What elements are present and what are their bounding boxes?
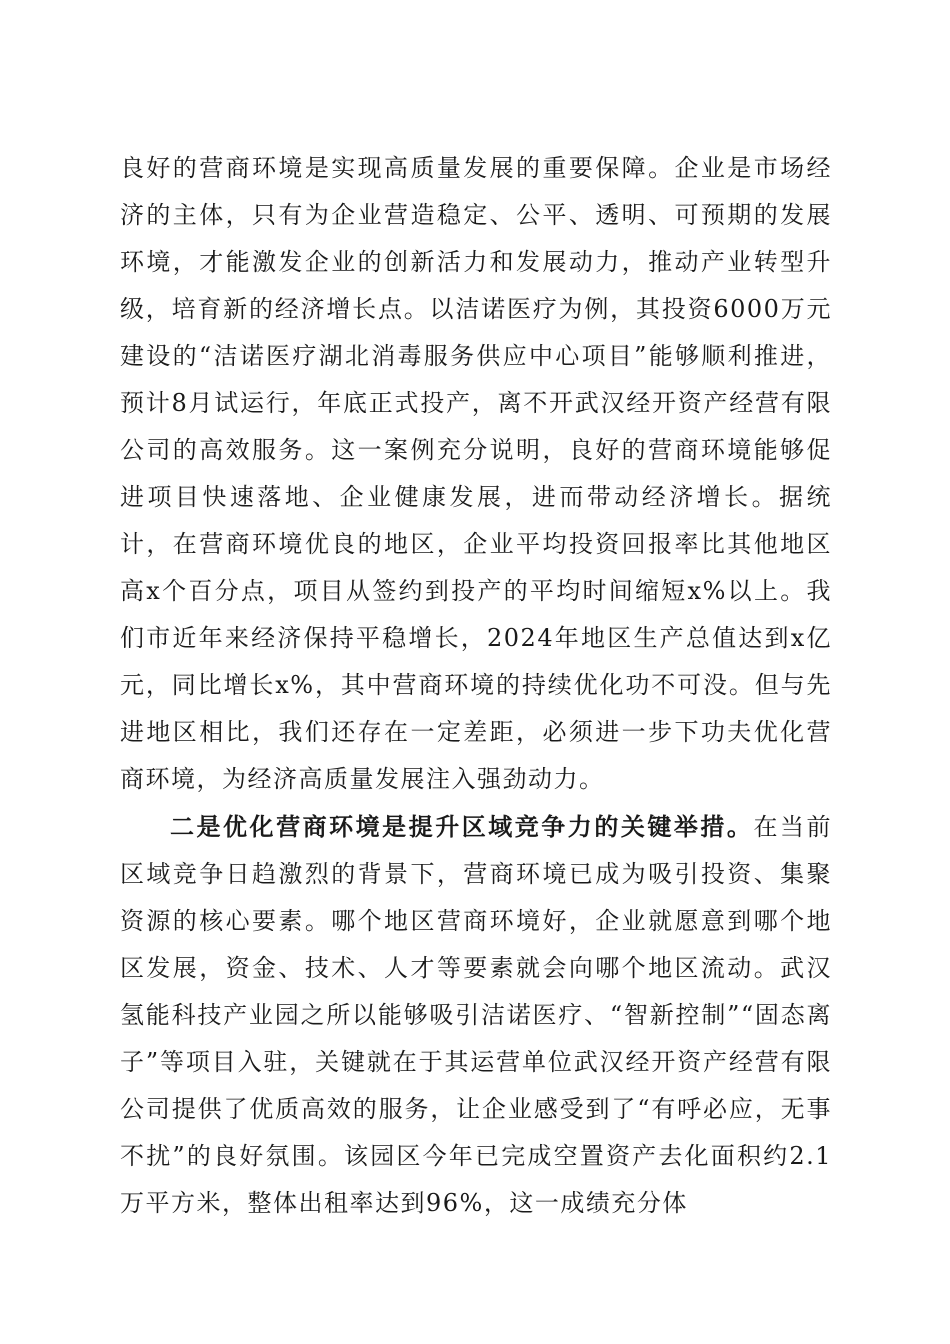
paragraph-2-body: 在当前区域竞争日趋激烈的背景下，营商环境已成为吸引投资、集聚资源的核心要素。哪个地区营商环境好，企业就愿意到哪个地区发展，资金、技术、人才等要素就会向哪个地区流动。武汉氢能科技产业园之所以能够吸引洁诺医疗、“智新控制”“固态离子”等项目入驻，关键就在于其运营单位武汉经开资产经营有限公司提供了优质高效的服务，让企业感受到了“有呼必应，无事不扰”的良好氛围。该园区今年已完成空置资产去化面积约2.1万平方米，整体出租率达到96%，这一成绩充分体 bbox=[120, 813, 833, 1217]
document-body bbox=[120, 145, 832, 1227]
paragraph-2-lead: 二是优化营商环境是提升区域竞争力的关键举措。 bbox=[170, 812, 754, 841]
paragraph-2 bbox=[120, 803, 832, 1227]
paragraph-1: 良好的营商环境是实现高质量发展的重要保障。企业是市场经济的主体，只有为企业营造稳定、公平、透明、可预期的发展环境，才能激发企业的创新活力和发展动力，推动产业转型升级，培育新的经济增长点。以洁诺医疗为例，其投资6000万元建设的“洁诺医疗湖北消毒服务供应中心项目”能够顺利推进，预计8月试运行，年底正式投产，离不开武汉经开资产经营有限公司的高效服务。这一案例充分说明，良好的营商环境能够促进项目快速落地、企业健康发展，进而带动经济增长。据统计，在营商环境优良的地区，企业平均投资回报率比其他地区高x个百分点，项目从签约到投产的平均时间缩短x%以上。我们市近年来经济保持平稳增长，2024年地区生产总值达到x亿元，同比增长x%，其中营商环境的持续优化功不可没。但与先进地区相比，我们还存在一定差距，必须进一步下功夫优化营商环境，为经济高质量发展注入强劲动力。 bbox=[120, 154, 832, 793]
